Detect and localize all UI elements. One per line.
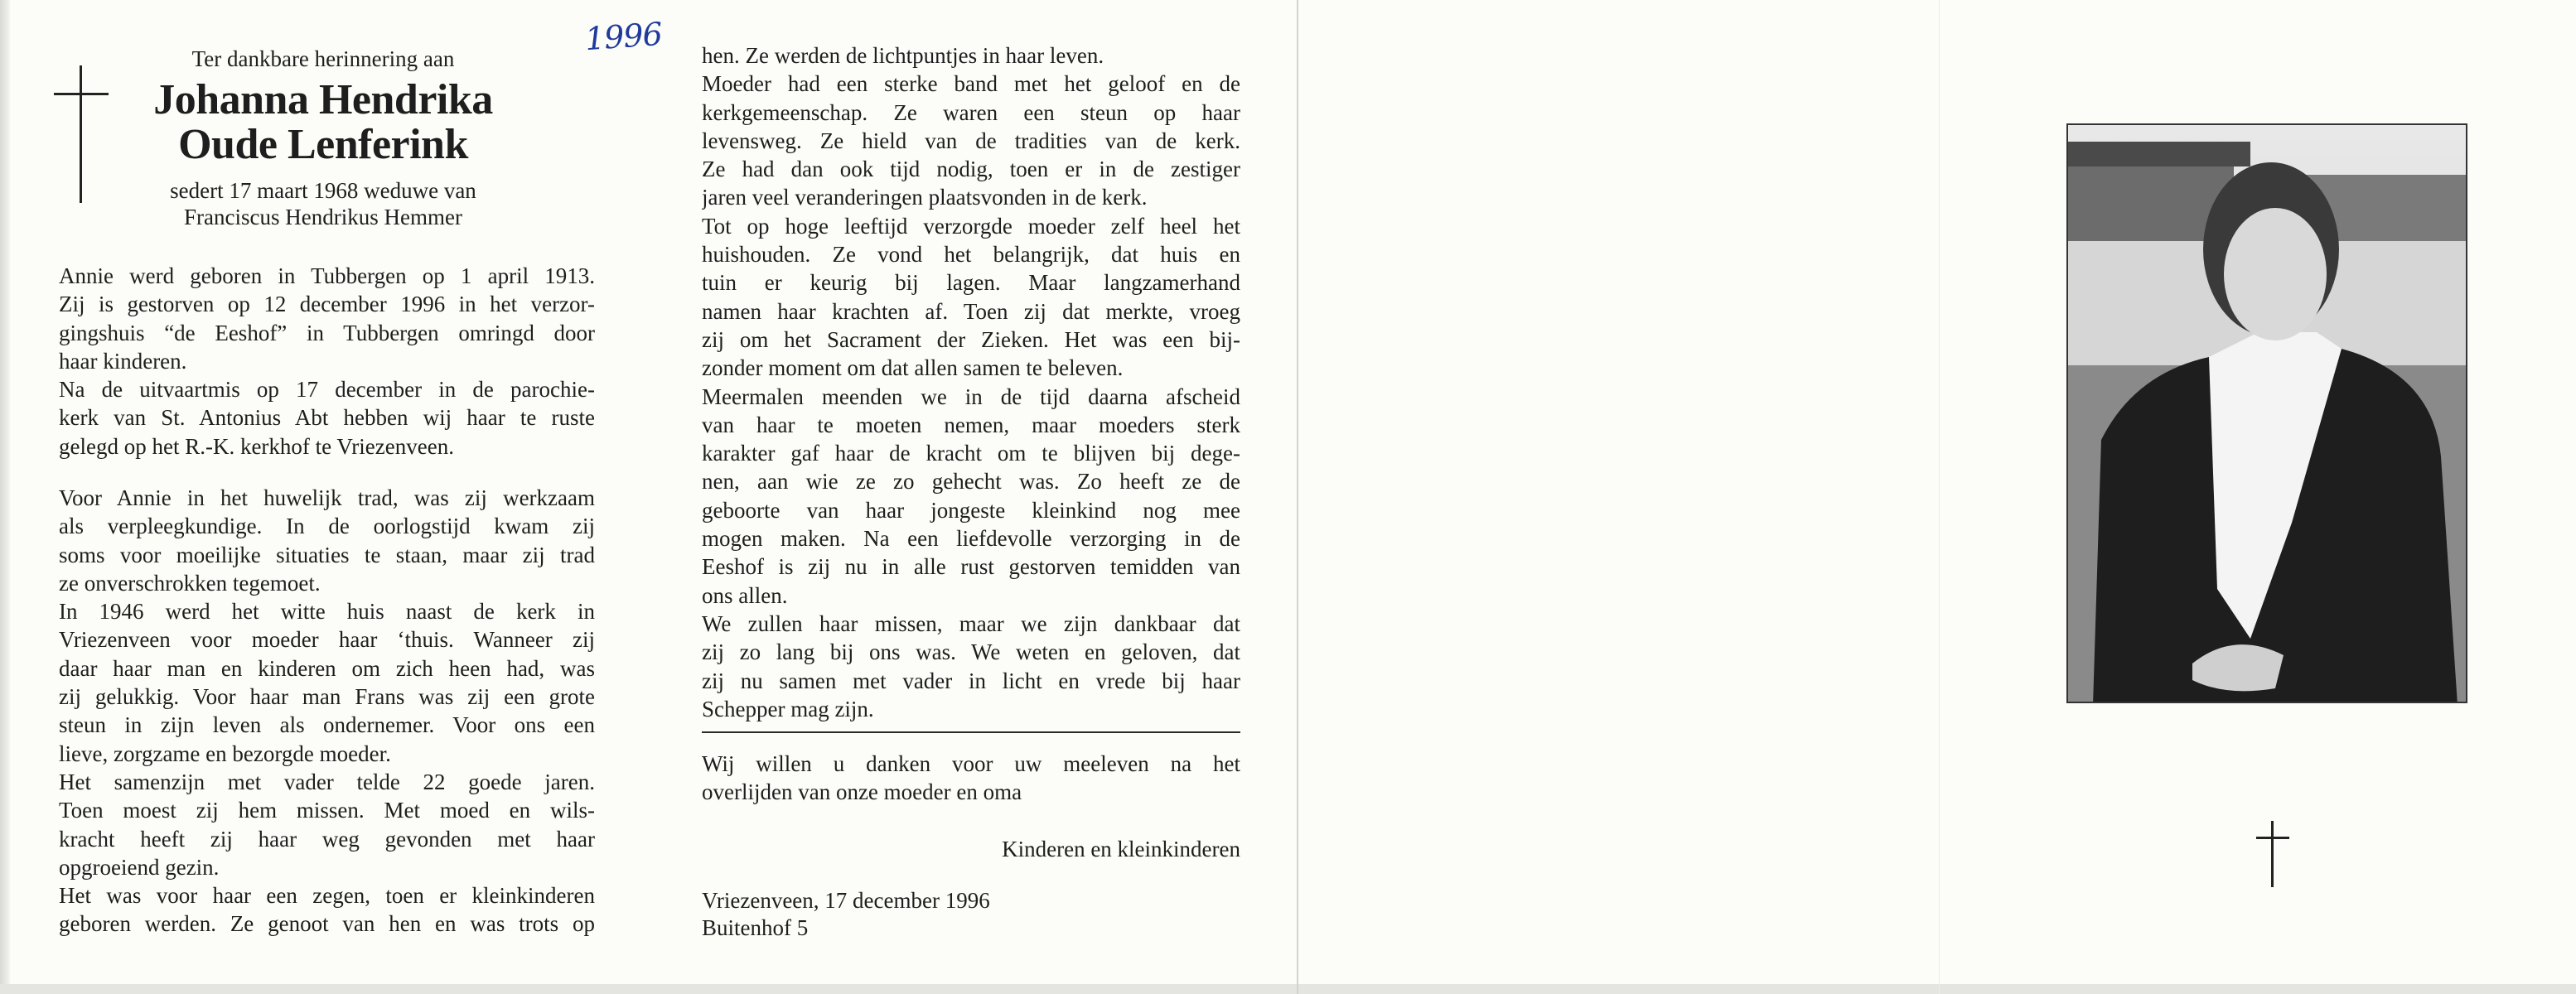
place-date: Vriezenveen, 17 december 1996 (702, 888, 990, 913)
text-line: tuin er keurig bij lagen. Maar langzamerhand (702, 270, 1240, 296)
handwritten-year: 1996 (583, 15, 664, 58)
deceased-name-first: Johanna Hendrika (153, 76, 493, 123)
intro-text: Ter dankbare herinnering aan (191, 46, 455, 71)
text-line: zonder moment om dat allen samen te beleven. (702, 355, 1124, 381)
text-line: gelegd op het R.-K. kerkhof te Vriezenveen. (59, 433, 454, 459)
text-line: Voor Annie in het huwelijk trad, was zij werkzaam (59, 485, 595, 510)
scan-bottom-edge (0, 984, 2576, 994)
scan-edge (0, 0, 10, 994)
text-line: In 1946 werd het witte huis naast de kerk in (59, 599, 595, 625)
deceased-name-last: Oude Lenferink (178, 121, 468, 168)
widow-of-text: sedert 17 maart 1968 weduwe van (170, 178, 476, 203)
text-line: kerkgemeenschap. Ze waren een steun op haar (702, 99, 1240, 125)
portrait-photo (2066, 123, 2467, 703)
card-fold-line (1297, 0, 1298, 994)
text-line: Na de uitvaartmis op 17 december in de parochie- (59, 377, 595, 403)
text-line: Het was voor haar een zegen, toen er kleinkinderen (59, 883, 595, 909)
text-line: ze onverschrokken tegemoet. (59, 570, 321, 596)
text-line: Toen moest zij hem missen. Met moed en wils- (59, 798, 595, 823)
text-line: lieve, zorgzame en bezorgde moeder. (59, 741, 391, 766)
text-line: haar kinderen. (59, 348, 187, 374)
biography-part1 (59, 262, 595, 461)
address: Buitenhof 5 (702, 915, 809, 940)
text-line: ons allen. (702, 582, 788, 608)
text-line: gingshuis “de Eeshof” in Tubbergen omringd door (59, 320, 595, 345)
text-line: als verpleegkundige. In de oorlogstijd kwam zij (59, 514, 595, 539)
text-line: jaren veel veranderingen plaatsvonden in de kerk. (702, 185, 1148, 210)
text-line: van haar te moeten nemen, maar moeders sterk (702, 412, 1240, 437)
text-line: kracht heeft zij haar weg gevonden met haar (59, 826, 595, 852)
text-line: daar haar man en kinderen om zich heen had, was (59, 655, 595, 681)
text-line: Wij willen u danken voor uw meeleven na het (702, 751, 1240, 776)
text-line: Zij is gestorven op 12 december 1996 in het verzor- (59, 292, 595, 317)
biography-part3 (702, 41, 1240, 723)
text-line: Eeshof is zij nu in alle rust gestorven temidden van (702, 554, 1240, 580)
text-line: Het samenzijn met vader telde 22 goede jaren. (59, 769, 595, 794)
text-line: Moeder had een sterke band met het geloof en de (702, 71, 1240, 97)
text-line: steun in zijn leven als ondernemer. Voor ons een (59, 712, 595, 738)
text-line: nen, aan wie ze zo gehecht was. Zo heeft ze de (702, 469, 1240, 495)
text-line: overlijden van onze moeder en oma (702, 779, 1022, 805)
text-line: We zullen haar missen, maar we zijn dankbaar dat (702, 610, 1240, 636)
text-line: levensweg. Ze hield van de tradities van de kerk. (702, 128, 1240, 153)
text-line: zij om het Sacrament der Zieken. Het was een bij- (702, 326, 1240, 352)
biography-part2 (59, 484, 595, 939)
text-line: Vriezenveen voor moeder haar ‘thuis. Wanneer zij (59, 627, 595, 653)
text-line: namen haar krachten af. Toen zij dat merkte, vroeg (702, 298, 1240, 324)
divider-rule (702, 731, 1240, 733)
text-line: Meermalen meenden we in de tijd daarna afscheid (702, 384, 1240, 409)
thanks-text (702, 750, 1240, 807)
text-line: karakter gaf haar de kracht om te blijven bij dege- (702, 441, 1240, 466)
text-line: huishouden. Ze vond het belangrijk, dat huis en (702, 242, 1240, 268)
text-line: Ze had dan ook tijd nodig, toen er in de zestiger (702, 157, 1240, 182)
text-line: geboorte van haar jongeste kleinkind nog mee (702, 497, 1240, 523)
text-line: zij nu samen met vader in licht en vrede bij haar (702, 668, 1240, 693)
text-line: Annie werd geboren in Tubbergen op 1 april 1913. (59, 263, 595, 288)
text-line: mogen maken. Na een liefdevolle verzorging in de (702, 526, 1240, 552)
text-line: Schepper mag zijn. (702, 696, 874, 721)
spouse-name: Franciscus Hendrikus Hemmer (184, 205, 462, 229)
text-line: kerk van St. Antonius Abt hebben wij haar te ruste (59, 405, 595, 431)
text-line: hen. Ze werden de lichtpuntjes in haar leven. (702, 43, 1104, 68)
text-line: zij zo lang bij ons was. We weten en geloven, dat (702, 639, 1240, 665)
text-line: Tot op hoge leeftijd verzorgde moeder zelf heel het (702, 213, 1240, 239)
card-edge-line (1939, 0, 1940, 994)
text-line: soms voor moeilijke situaties te staan, maar zij trad (59, 542, 595, 567)
text-line: geboren werden. Ze genoot van hen en was trots op (59, 911, 595, 937)
text-line: opgroeiend gezin. (59, 854, 220, 880)
text-line: zij gelukkig. Voor haar man Frans was zij een grote (59, 684, 595, 710)
signature: Kinderen en kleinkinderen (1002, 837, 1240, 861)
